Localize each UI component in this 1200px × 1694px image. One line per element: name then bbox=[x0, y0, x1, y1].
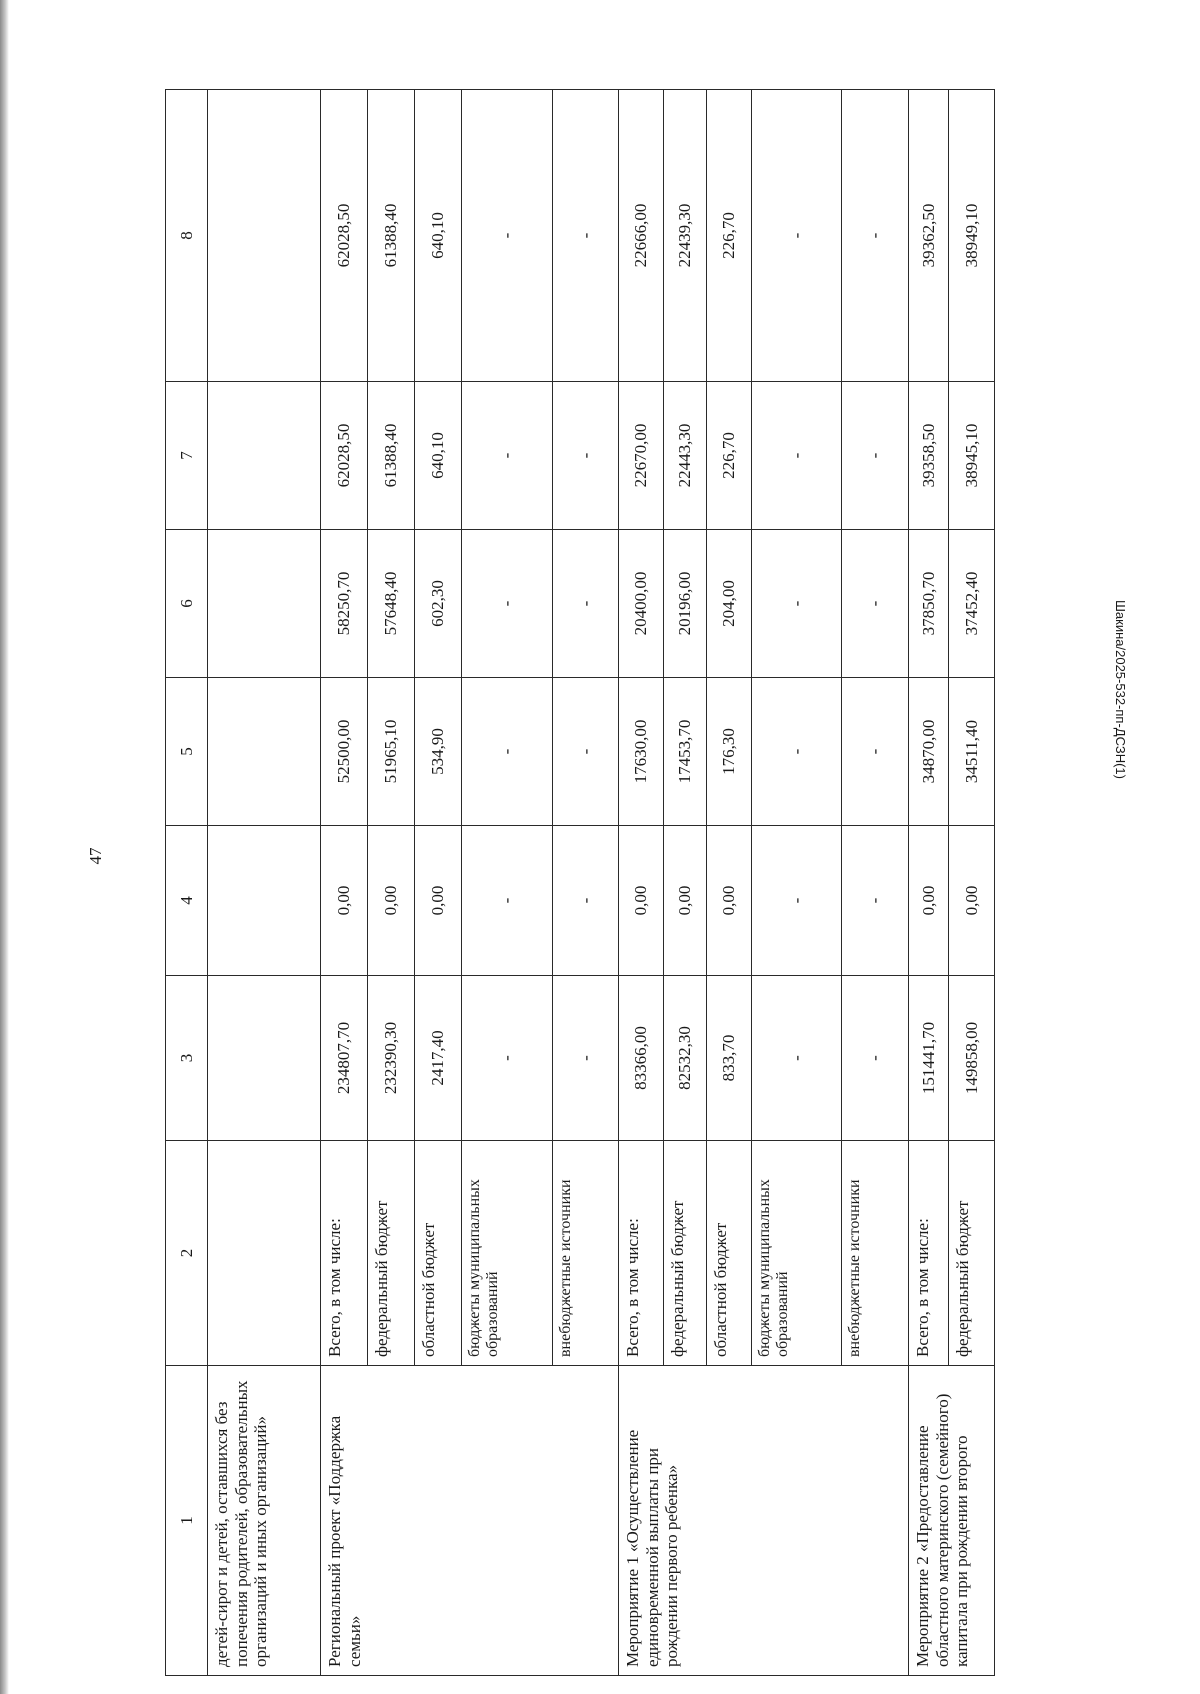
value-cell: - bbox=[842, 382, 909, 530]
value-cell: 82532,30 bbox=[664, 976, 707, 1141]
value-cell: 226,70 bbox=[707, 90, 752, 382]
table-row bbox=[909, 90, 949, 1676]
value-cell: 534,90 bbox=[415, 678, 462, 826]
value-cell: - bbox=[462, 382, 553, 530]
page-number: 47 bbox=[86, 847, 105, 865]
scan-edge bbox=[0, 0, 9, 1694]
value-cell: 0,00 bbox=[415, 826, 462, 976]
value-cell: 0,00 bbox=[368, 826, 415, 976]
table-row bbox=[321, 90, 368, 1676]
value-cell: 38949,10 bbox=[949, 90, 995, 382]
value-cell: 234807,70 bbox=[321, 976, 368, 1141]
funding-source-cell: Всего, в том числе: bbox=[619, 1141, 664, 1366]
value-cell: 22666,00 bbox=[619, 90, 664, 382]
value-cell: 39362,50 bbox=[909, 90, 949, 382]
funding-source-cell: бюджеты муниципальных образований bbox=[752, 1141, 842, 1366]
value-cell: - bbox=[462, 976, 553, 1141]
table-row bbox=[619, 90, 664, 1676]
value-cell: - bbox=[752, 976, 842, 1141]
column-header: 5 bbox=[166, 678, 208, 826]
value-cell: - bbox=[553, 678, 619, 826]
column-header: 2 bbox=[166, 1141, 208, 1366]
column-header: 1 bbox=[166, 1366, 208, 1676]
value-cell: 61388,40 bbox=[368, 90, 415, 382]
value-cell: 0,00 bbox=[664, 826, 707, 976]
value-cell: 34511,40 bbox=[949, 678, 995, 826]
value-cell: - bbox=[462, 678, 553, 826]
value-cell: - bbox=[842, 826, 909, 976]
value-cell: 62028,50 bbox=[321, 382, 368, 530]
group-name-cell: Мероприятие 1 «Осуществление единовременной выплаты при рождении первого ребенка» bbox=[619, 1366, 909, 1676]
value-cell: 602,30 bbox=[415, 530, 462, 678]
value-cell: - bbox=[842, 678, 909, 826]
header-row bbox=[166, 90, 208, 1676]
funding-source-cell: федеральный бюджет bbox=[368, 1141, 415, 1366]
value-cell: 17630,00 bbox=[619, 678, 664, 826]
funding-source-cell: бюджеты муниципальных образований bbox=[462, 1141, 553, 1366]
document-id: Шакина/2025-532-пп-ДСЗН(1) bbox=[1113, 600, 1128, 779]
column-header: 4 bbox=[166, 826, 208, 976]
value-cell: 640,10 bbox=[415, 382, 462, 530]
value-cell: 22670,00 bbox=[619, 382, 664, 530]
empty-cell bbox=[208, 976, 321, 1141]
value-cell: 232390,30 bbox=[368, 976, 415, 1141]
funding-source-cell: федеральный бюджет bbox=[664, 1141, 707, 1366]
group-name-cell: Мероприятие 2 «Предоставление областного материнского (семейного) капитала при рождении второго bbox=[909, 1366, 995, 1676]
budget-table-container bbox=[165, 90, 987, 1676]
value-cell: 151441,70 bbox=[909, 976, 949, 1141]
value-cell: 17453,70 bbox=[664, 678, 707, 826]
value-cell: 204,00 bbox=[707, 530, 752, 678]
funding-source-cell: областной бюджет bbox=[707, 1141, 752, 1366]
table-row bbox=[208, 90, 321, 1676]
value-cell: 0,00 bbox=[619, 826, 664, 976]
value-cell: 57648,40 bbox=[368, 530, 415, 678]
budget-table bbox=[165, 89, 995, 1676]
value-cell: 20196,00 bbox=[664, 530, 707, 678]
value-cell: - bbox=[752, 382, 842, 530]
funding-source-cell: внебюджетные источники bbox=[842, 1141, 909, 1366]
value-cell: 52500,00 bbox=[321, 678, 368, 826]
value-cell: 39358,50 bbox=[909, 382, 949, 530]
empty-cell bbox=[208, 1141, 321, 1366]
value-cell: 62028,50 bbox=[321, 90, 368, 382]
value-cell: - bbox=[553, 976, 619, 1141]
value-cell: - bbox=[842, 976, 909, 1141]
empty-cell bbox=[208, 90, 321, 382]
value-cell: 0,00 bbox=[949, 826, 995, 976]
value-cell: 2417,40 bbox=[415, 976, 462, 1141]
empty-cell bbox=[208, 826, 321, 976]
value-cell: 83366,00 bbox=[619, 976, 664, 1141]
value-cell: - bbox=[553, 530, 619, 678]
value-cell: 22439,30 bbox=[664, 90, 707, 382]
value-cell: 34870,00 bbox=[909, 678, 949, 826]
column-header: 7 bbox=[166, 382, 208, 530]
value-cell: 20400,00 bbox=[619, 530, 664, 678]
value-cell: 176,30 bbox=[707, 678, 752, 826]
value-cell: 0,00 bbox=[321, 826, 368, 976]
column-header: 3 bbox=[166, 976, 208, 1141]
column-header: 8 bbox=[166, 90, 208, 382]
value-cell: 22443,30 bbox=[664, 382, 707, 530]
value-cell: 640,10 bbox=[415, 90, 462, 382]
value-cell: - bbox=[462, 530, 553, 678]
value-cell: - bbox=[553, 90, 619, 382]
value-cell: 0,00 bbox=[707, 826, 752, 976]
value-cell: - bbox=[553, 826, 619, 976]
value-cell: 226,70 bbox=[707, 382, 752, 530]
column-header: 6 bbox=[166, 530, 208, 678]
value-cell: - bbox=[752, 90, 842, 382]
value-cell: - bbox=[462, 90, 553, 382]
value-cell: 38945,10 bbox=[949, 382, 995, 530]
value-cell: 0,00 bbox=[909, 826, 949, 976]
value-cell: - bbox=[752, 678, 842, 826]
empty-cell bbox=[208, 382, 321, 530]
funding-source-cell: областной бюджет bbox=[415, 1141, 462, 1366]
value-cell: - bbox=[842, 90, 909, 382]
value-cell: 37850,70 bbox=[909, 530, 949, 678]
value-cell: 58250,70 bbox=[321, 530, 368, 678]
value-cell: - bbox=[752, 826, 842, 976]
value-cell: 833,70 bbox=[707, 976, 752, 1141]
funding-source-cell: Всего, в том числе: bbox=[321, 1141, 368, 1366]
funding-source-cell: Всего, в том числе: bbox=[909, 1141, 949, 1366]
funding-source-cell: федеральный бюджет bbox=[949, 1141, 995, 1366]
value-cell: 149858,00 bbox=[949, 976, 995, 1141]
empty-cell bbox=[208, 678, 321, 826]
value-cell: 51965,10 bbox=[368, 678, 415, 826]
value-cell: - bbox=[462, 826, 553, 976]
program-name-cell: детей-сирот и детей, оставшихся без попечения родителей, образовательных организаций и иных организаций» bbox=[208, 1366, 321, 1676]
funding-source-cell: внебюджетные источники bbox=[553, 1141, 619, 1366]
value-cell: - bbox=[842, 530, 909, 678]
value-cell: 37452,40 bbox=[949, 530, 995, 678]
value-cell: - bbox=[553, 382, 619, 530]
value-cell: 61388,40 bbox=[368, 382, 415, 530]
empty-cell bbox=[208, 530, 321, 678]
group-name-cell: Региональный проект «Поддержка семьи» bbox=[321, 1366, 619, 1676]
value-cell: - bbox=[752, 530, 842, 678]
